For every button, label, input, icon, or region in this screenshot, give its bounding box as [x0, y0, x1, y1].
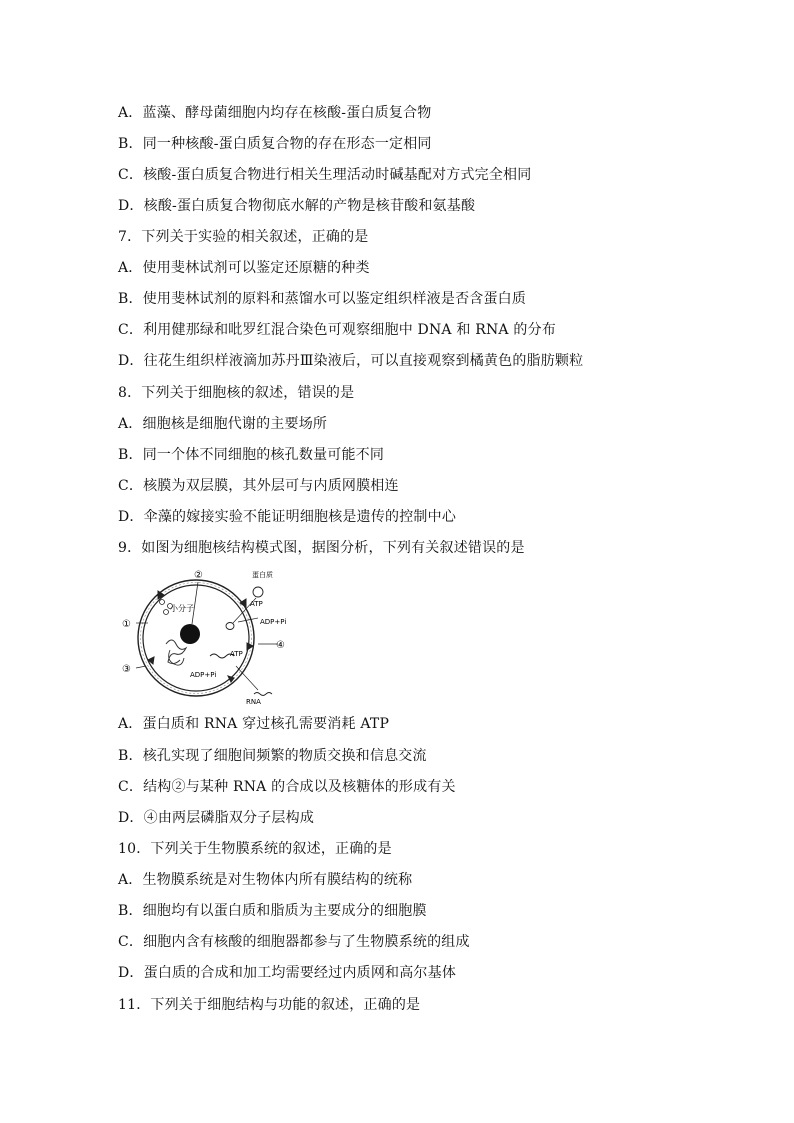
label-rna: RNA [246, 698, 261, 706]
label-protein: 蛋白质 [252, 571, 273, 579]
q8-option-a: A．细胞核是细胞代谢的主要场所 [118, 416, 328, 432]
q7-option-c: C．利用健那绿和吡罗红混合染色可观察细胞中 DNA 和 RNA 的分布 [118, 322, 556, 338]
q8-option-d: D．伞藻的嫁接实验不能证明细胞核是遗传的控制中心 [118, 509, 457, 525]
q7-stem: 7．下列关于实验的相关叙述，正确的是 [118, 229, 369, 245]
q6-option-d: D．核酸-蛋白质复合物彻底水解的产物是核苷酸和氨基酸 [118, 198, 476, 214]
nucleolus [180, 624, 200, 644]
q7-option-b: B．使用斐林试剂的原料和蒸馏水可以鉴定组织样液是否含蛋白质 [118, 291, 527, 307]
q10-option-b: B．细胞均有以蛋白质和脂质为主要成分的细胞膜 [118, 903, 427, 919]
q9-option-b: B．核孔实现了细胞间频繁的物质交换和信息交流 [118, 748, 427, 764]
leader-line-3 [136, 666, 146, 668]
nuclear-pore [247, 643, 253, 650]
q8-option-c: C．核膜为双层膜，其外层可与内质网膜相连 [118, 478, 399, 494]
label-atp-bottom: ATP [230, 650, 243, 658]
leader-line-2 [192, 582, 198, 624]
nucleus-diagram [118, 566, 288, 706]
label-3: ③ [122, 664, 131, 675]
q10-option-c: C．细胞内含有核酸的细胞器都参与了生物膜系统的组成 [118, 934, 470, 950]
q8-option-b: B．同一个体不同细胞的核孔数量可能不同 [118, 447, 385, 463]
q6-option-c: C．核酸-蛋白质复合物进行相关生理活动时碱基配对方式完全相同 [118, 167, 532, 183]
label-2: ② [194, 570, 203, 581]
q7-option-d: D．往花生组织样液滴加苏丹Ⅲ染液后，可以直接观察到橘黄色的脂肪颗粒 [118, 353, 584, 369]
protein-shape [226, 623, 234, 630]
rna-chain [254, 693, 272, 696]
q9-option-c: C．结构②与某种 RNA 的合成以及核糖体的形成有关 [118, 779, 456, 795]
q8-stem: 8．下列关于细胞核的叙述，错误的是 [118, 385, 355, 401]
q6-option-b: B．同一种核酸-蛋白质复合物的存在形态一定相同 [118, 136, 432, 152]
q9-option-d: D．④由两层磷脂双分子层构成 [118, 810, 315, 826]
small-molecule-dot [160, 600, 165, 605]
rna-arrow [236, 666, 258, 690]
q10-option-d: D．蛋白质的合成和加工均需要经过内质网和高尔基体 [118, 965, 457, 981]
label-atp-top: ATP [250, 600, 263, 608]
q9-stem: 9．如图为细胞核结构模式图，据图分析，下列有关叙述错误的是 [118, 540, 525, 556]
label-adp-pi-bottom: ADP+Pi [190, 671, 217, 679]
protein-shape [253, 587, 263, 597]
q6-option-a: A．蓝藻、酵母菌细胞内均存在核酸-蛋白质复合物 [118, 105, 432, 121]
nucleus-structure-figure [118, 566, 288, 706]
label-4: ④ [276, 640, 285, 651]
small-molecule-dot [164, 610, 169, 615]
q9-option-a: A．蛋白质和 RNA 穿过核孔需要消耗 ATP [118, 716, 390, 732]
q10-stem: 10．下列关于生物膜系统的叙述，正确的是 [118, 841, 392, 857]
q7-option-a: A．使用斐林试剂可以鉴定还原糖的种类 [118, 260, 370, 276]
label-small-molecule: 小分子 [170, 604, 194, 613]
label-adp-pi-top: ADP+Pi [260, 618, 287, 626]
label-1: ① [122, 619, 131, 630]
q10-option-a: A．生物膜系统是对生物体内所有膜结构的统称 [118, 872, 413, 888]
q11-stem: 11．下列关于细胞结构与功能的叙述，正确的是 [118, 997, 421, 1013]
